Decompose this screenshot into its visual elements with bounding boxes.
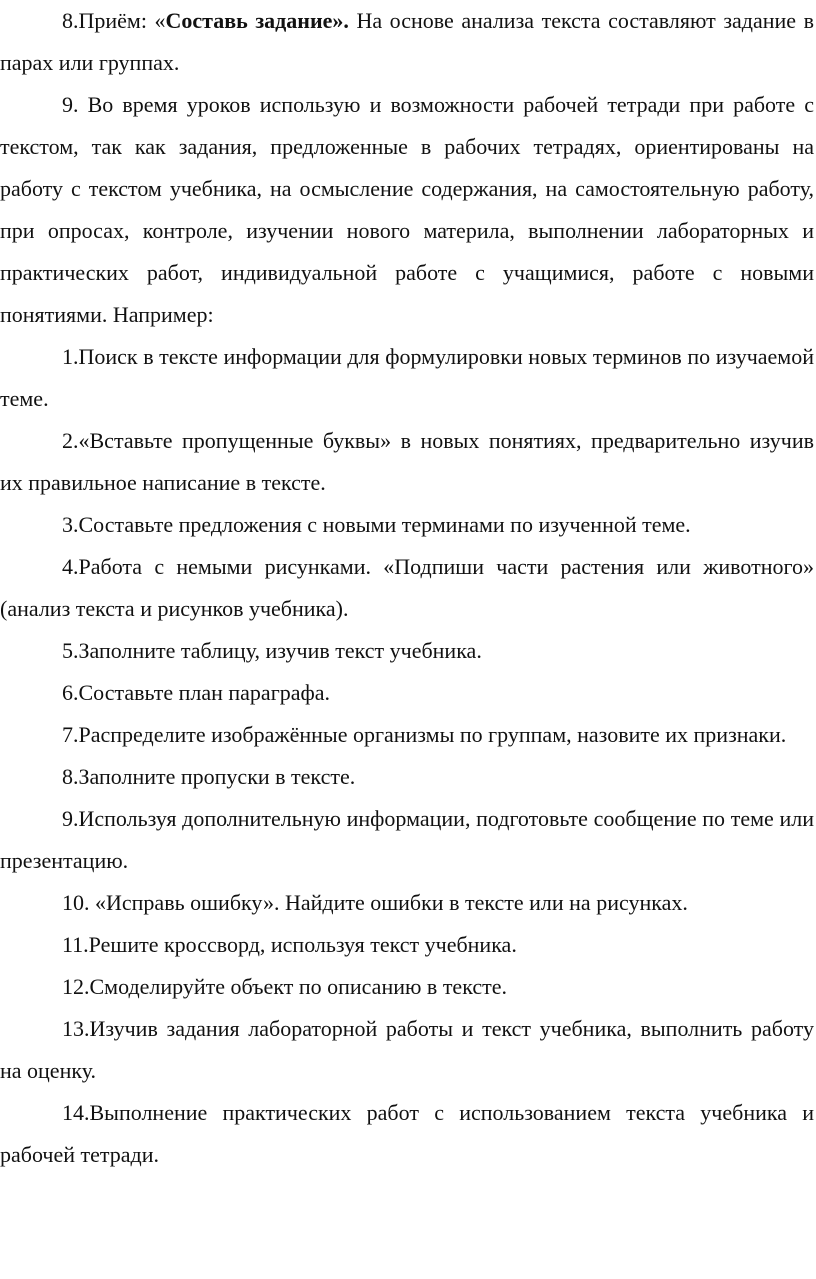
list-item-5: 5.Заполните таблицу, изучив текст учебника. xyxy=(62,638,482,663)
list-item-14: 14.Выполнение практических работ с использованием текста учебника и рабочей тетради. xyxy=(0,1100,814,1167)
list-item-10: 10. «Исправь ошибку». Найдите ошибки в тексте или на рисунках. xyxy=(62,890,688,915)
list-item-4: 4.Работа с немыми рисунками. «Подпиши части растения или животного» (анализ текста и рисунков учебника). xyxy=(0,554,814,621)
technique-description: На основе анализа текста составляют задание в парах или группах. xyxy=(0,8,814,75)
list-item-3: 3.Составьте предложения с новыми терминами по изученной теме. xyxy=(62,512,691,537)
list-item-11: 11.Решите кроссворд, используя текст учебника. xyxy=(62,932,517,957)
list-item-12: 12.Смоделируйте объект по описанию в тексте. xyxy=(62,974,507,999)
list-item-13: 13.Изучив задания лабораторной работы и текст учебника, выполнить работу на оценку. xyxy=(0,1016,814,1083)
technique-title: Составь задание». xyxy=(165,8,349,33)
list-item-8: 8.Заполните пропуски в тексте. xyxy=(62,764,356,789)
paragraph-workbook-usage: 9. Во время уроков использую и возможности рабочей тетради при работе с текстом, так как задания, предложенные в рабочих тетрадях, ориентированы на работу с текстом учебника, на осмысление содержания, на самостоятельную работу, при опросах, контроле, изучении нового материла, выполнении лабораторных и практических работ, индивидуальной работе с учащимися, работе с новыми понятиями. Например: xyxy=(0,92,814,327)
list-item-6: 6.Составьте план параграфа. xyxy=(62,680,330,705)
list-item-9: 9.Используя дополнительную информации, подготовьте сообщение по теме или презентацию. xyxy=(0,806,814,873)
list-item-2: 2.«Вставьте пропущенные буквы» в новых понятиях, предварительно изучив их правильное написание в тексте. xyxy=(0,428,814,495)
technique-prefix: 8.Приём: « xyxy=(62,8,166,33)
list-item-7: 7.Распределите изображённые организмы по группам, назовите их признаки. xyxy=(62,722,787,747)
paragraph-technique-8 xyxy=(0,0,814,84)
list-item-1: 1.Поиск в тексте информации для формулировки новых терминов по изучаемой теме. xyxy=(0,344,814,411)
